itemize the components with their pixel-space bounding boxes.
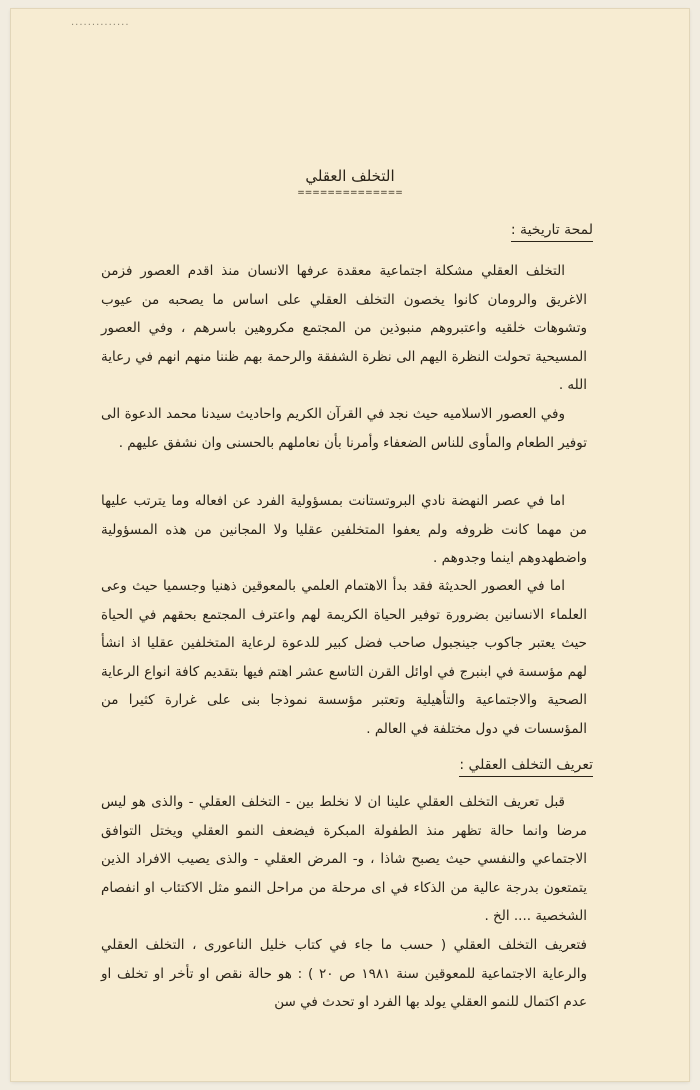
reference-mark: .............. [71, 17, 130, 28]
paragraph [101, 400, 587, 457]
section-heading-text: تعريف التخلف العقلي : [459, 757, 593, 777]
paragraph [101, 788, 587, 1017]
paragraph-text: وفي العصور الاسلاميه حيث نجد في القرآن الكريم واحاديث سيدنا محمد الدعوة الى توفير الطعام والمأوى للناس الضعفاء وأمرنا بأن نعاملهم بالحسنى وان نشفق عليهم . [101, 406, 587, 451]
paragraph-text: اما في عصر النهضة نادي البروتستانت بمسؤولية الفرد عن افعاله وما يترتب عليها من مهما كانت ظروفه ولم يعفوا المتخلفين عقليا ولا المجانين من هذه المسؤولية واضطهدوهم اينما وجدوهم . [101, 493, 587, 567]
title-underline: ============== [297, 188, 403, 198]
paragraph-text: فتعريف التخلف العقلي ( حسب ما جاء في كتاب خليل الناعورى ، التخلف العقلي والرعاية الاجتماعية للمعوقين سنة ١٩٨١ ص ٢٠ ) : هو حالة نقص او تأخر او تخلف او عدم اكتمال للنمو العقلي يولد بها الفرد او تحدث في سن [101, 936, 587, 1011]
paragraph [101, 572, 587, 744]
paragraph-text: اما في العصور الحديثة فقد بدأ الاهتمام العلمي بالمعوقين ذهنيا وجسميا حيث وعى العلماء الانسانين بضرورة توفير الحياة الكريمة لهم واعترف المجتمع بحقهم في الحياة حيث يعتبر جاكوب جينجبول صاحب فضل كبير للدعوة لرعاية المتخلفين عقليا اذ انشأ لهم مؤسسة في ابنبرج في اوائل القرن التاسع عشر اهتم فيها بتقديم كافة انواع الرعاية الصحية والاجتماعية والتأهيلية وتعتبر مؤسسة نموذجا بنى على غرارة كثيرا من المؤسسات في دول مختلفة في العالم . [101, 578, 587, 737]
paragraph [101, 257, 587, 400]
document-title: التخلف العقلي [305, 167, 395, 185]
section-heading-text: لمحة تاريخية : [511, 222, 593, 242]
section-heading-history [511, 222, 593, 238]
section-heading-definition [459, 757, 593, 773]
document-page [11, 9, 689, 1081]
paragraph-text: التخلف العقلي مشكلة اجتماعية معقدة عرفها الانسان منذ اقدم العصور فزمن الاغريق والرومان كانوا يخصون التخلف العقلي على اساس ما يصحبه من عيوب وتشوهات خلقيه واعتبروهم منبوذين من المجتمع مكروهين باسرهم ، وفي العصور المسيحية تحولت النظرة اليهم الى نظرة الشفقة والرحمة بهم ظننا منهم انهم في رعاية الله . [101, 263, 587, 394]
paragraph [101, 487, 587, 573]
paragraph-text: قبل تعريف التخلف العقلي علينا ان لا نخلط بين - التخلف العقلي - والذى هو ليس مرضا وانما حالة تظهر منذ الطفولة المبكرة فيضعف النمو العقلي ويختل التوافق الاجتماعي والنفسي حيث يصبح شاذا ، و- المرض العقلي - والذى يصيب الافراد الذين يتمتعون بدرجة عالية من الذكاء في اى مرحلة من مراحل النمو مثل الاكتئاب او انفصام الشخصية .... الخ . [101, 794, 587, 925]
